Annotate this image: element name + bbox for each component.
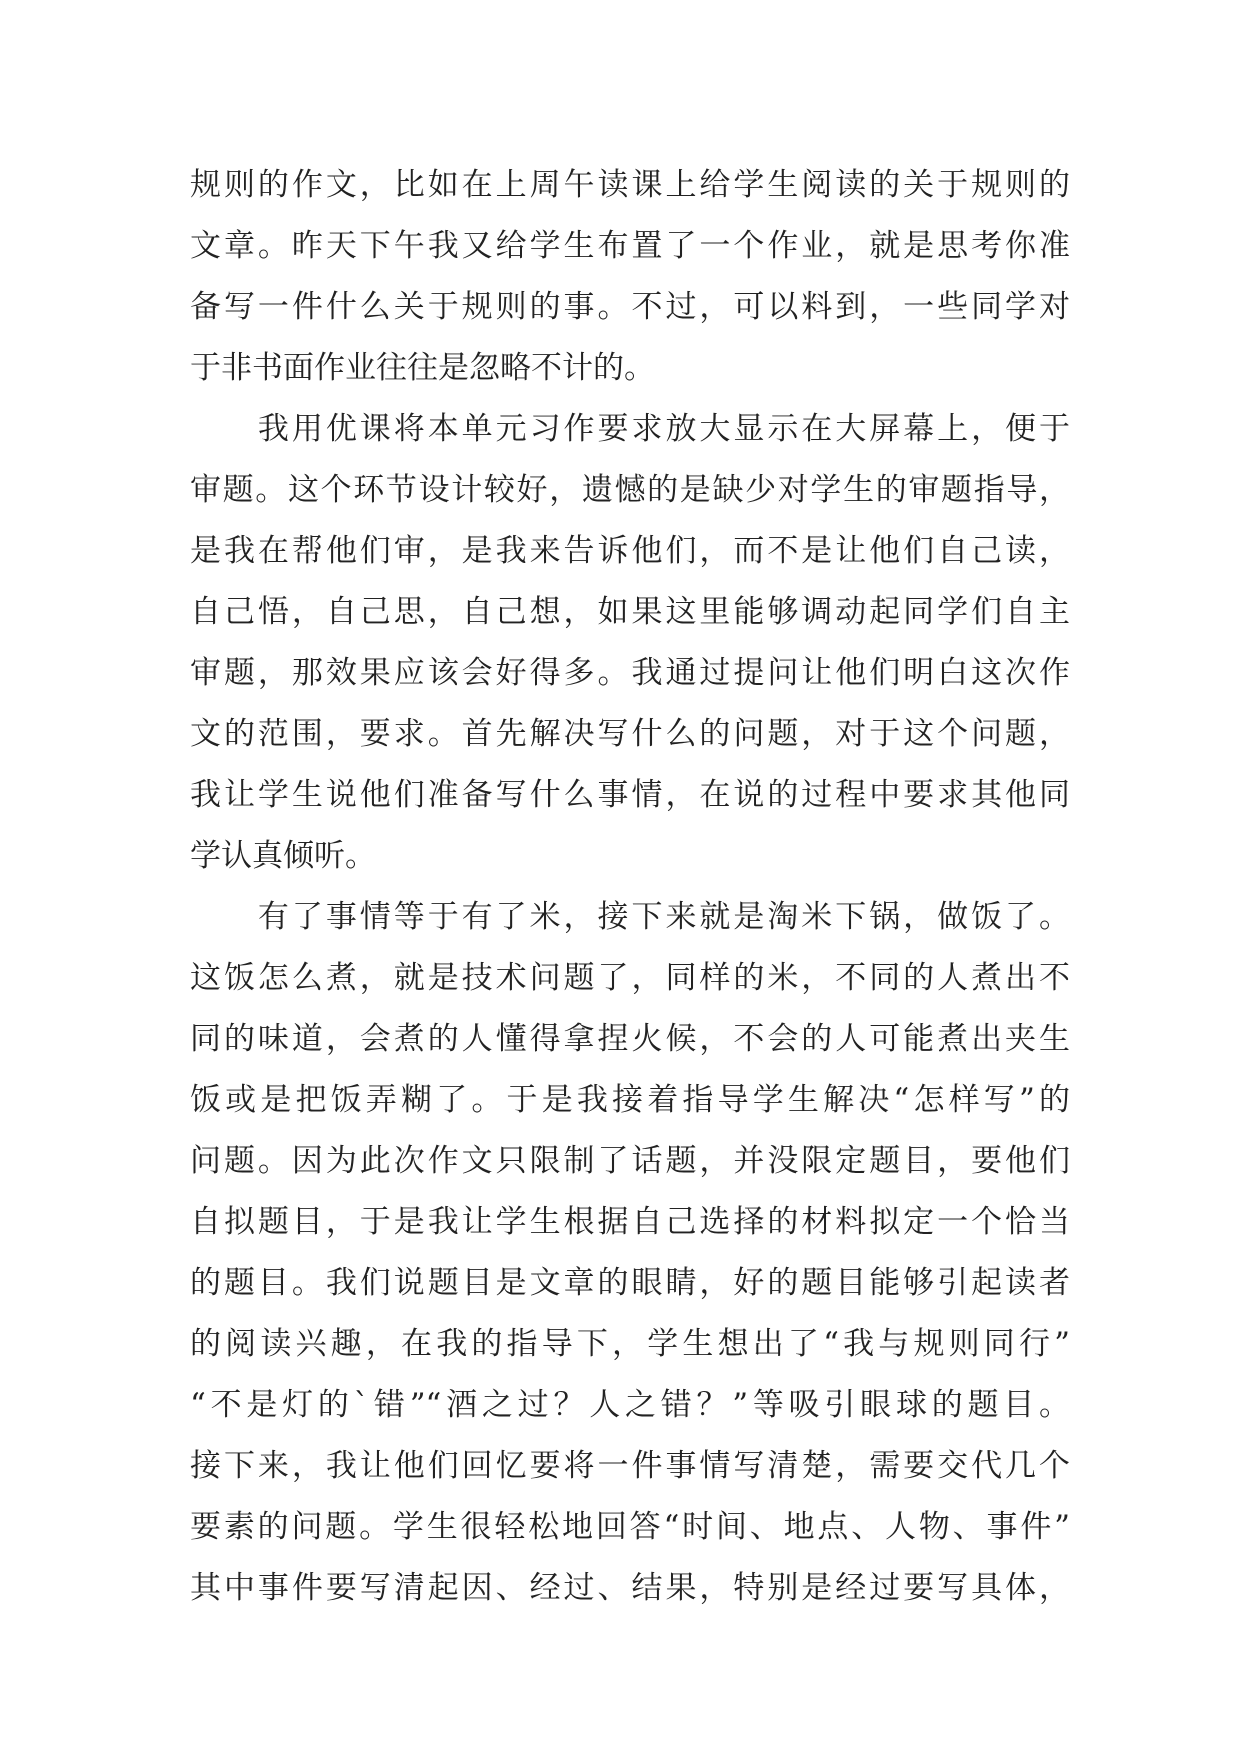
text-line: 审题，那效果应该会好得多。我通过提问让他们明白这次作 xyxy=(190,655,1070,691)
text-line: 学认真倾听。 xyxy=(190,838,376,874)
text-line: “不是灯的`错”“酒之过？人之错？”等吸引眼球的题目。 xyxy=(190,1387,1070,1423)
text-line: 其中事件要写清起因、经过、结果，特别是经过要写具体， xyxy=(190,1570,1070,1606)
text-line: 备写一件什么关于规则的事。不过，可以料到，一些同学对 xyxy=(190,289,1070,325)
text-line: 自拟题目，于是我让学生根据自己选择的材料拟定一个恰当 xyxy=(190,1204,1070,1240)
text-line: 文的范围，要求。首先解决写什么的问题，对于这个问题， xyxy=(190,716,1070,752)
text-line: 饭或是把饭弄糊了。于是我接着指导学生解决“怎样写”的 xyxy=(190,1082,1070,1118)
text-line: 审题。这个环节设计较好，遗憾的是缺少对学生的审题指导， xyxy=(190,472,1070,508)
text-line: 这饭怎么煮，就是技术问题了，同样的米，不同的人煮出不 xyxy=(190,960,1070,996)
paragraph-3 xyxy=(190,887,1070,1619)
text-line: 自己悟，自己思，自己想，如果这里能够调动起同学们自主 xyxy=(190,594,1070,630)
text-line: 有了事情等于有了米，接下来就是淘米下锅，做饭了。 xyxy=(190,899,1070,935)
text-line: 是我在帮他们审，是我来告诉他们，而不是让他们自己读， xyxy=(190,533,1070,569)
text-line: 于非书面作业往往是忽略不计的。 xyxy=(190,350,655,386)
text-line: 问题。因为此次作文只限制了话题，并没限定题目，要他们 xyxy=(190,1143,1070,1179)
text-line: 要素的问题。学生很轻松地回答“时间、地点、人物、事件” xyxy=(190,1509,1070,1545)
text-line: 我用优课将本单元习作要求放大显示在大屏幕上，便于 xyxy=(190,411,1070,447)
paragraph-1 xyxy=(190,155,1070,399)
text-line: 接下来，我让他们回忆要将一件事情写清楚，需要交代几个 xyxy=(190,1448,1070,1484)
text-line: 我让学生说他们准备写什么事情，在说的过程中要求其他同 xyxy=(190,777,1070,813)
text-line: 规则的作文，比如在上周午读课上给学生阅读的关于规则的 xyxy=(190,167,1070,203)
body-text xyxy=(190,155,1070,1619)
text-line: 同的味道，会煮的人懂得拿捏火候，不会的人可能煮出夹生 xyxy=(190,1021,1070,1057)
paragraph-2 xyxy=(190,399,1070,887)
text-line: 的阅读兴趣，在我的指导下，学生想出了“我与规则同行” xyxy=(190,1326,1070,1362)
text-line: 的题目。我们说题目是文章的眼睛，好的题目能够引起读者 xyxy=(190,1265,1070,1301)
text-line: 文章。昨天下午我又给学生布置了一个作业，就是思考你准 xyxy=(190,228,1070,264)
